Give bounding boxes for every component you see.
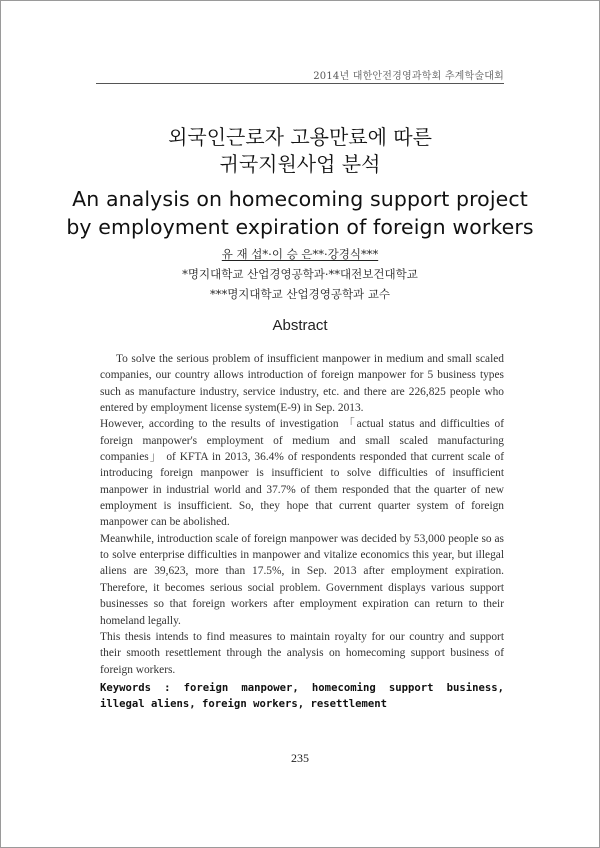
abstract-paragraph-1: To solve the serious problem of insufficient manpower in medium and small scaled companies, our country allows introduction of foreign manpower for 5 business types such as manufacture industry, service industry, etc. and there are 226,825 people who entered by employment license system(E-9) in Sep. 2013.: [100, 353, 504, 415]
title-english-line-1: An analysis on homecoming support project: [72, 187, 528, 211]
author-affiliation-2: ***명지대학교 산업경영공학과 교수: [209, 287, 391, 301]
page-number: 235: [291, 751, 309, 765]
abstract-paragraph-3: Meanwhile, introduction scale of foreign manpower was decided by 53,000 people so as to solve enterprise difficulties in manpower and vitalize economics this year, but illegal aliens are 39,623, more than 17.5%, in Sep. 2013 after employment expiration. Therefore, it becomes serious social problem. Government displays various support businesses so that foreign workers after employment expiration can return to their homeland legally.: [100, 532, 504, 627]
keywords: Keywords : foreign manpower, homecoming support business, illegal aliens, foreign workers, resettlement: [100, 681, 504, 711]
author-block: [0, 244, 600, 304]
running-header: 2014년 대한안전경영과학회 추계학술대회: [313, 71, 504, 82]
abstract-heading: Abstract: [272, 317, 328, 334]
abstract-body: [100, 351, 504, 713]
author-names: 유 재 섭*·이 승 은**·강경식***: [221, 247, 379, 261]
title-korean-line-2: 귀국지원사업 분석: [219, 152, 381, 176]
title-english-line-2: by employment expiration of foreign workers: [66, 215, 534, 239]
author-affiliation-1: *명지대학교 산업경영공학과·**대전보건대학교: [182, 267, 418, 281]
abstract-paragraph-4: This thesis intends to find measures to maintain royalty for our country and support their smooth resettlement through the analysis on homecoming support business of foreign workers.: [100, 630, 504, 676]
title-korean-line-1: 외국인근로자 고용만료에 따른: [168, 125, 432, 149]
header-rule: [96, 83, 504, 84]
title-block: [0, 124, 600, 241]
abstract-paragraph-2: However, according to the results of investigation 「actual status and difficulties of foreign manpower's employment of medium and small scaled manufacturing companies」 of KFTA in 2013, 36.4% of respondents responded that current scale of introducing foreign manpower is insufficient to solve difficulties of insufficient manpower in industrial world and 37.7% of them responded that the quarter of new employment is insufficient. So, they hope that current quarter system of foreign manpower can be abolished.: [100, 418, 504, 529]
